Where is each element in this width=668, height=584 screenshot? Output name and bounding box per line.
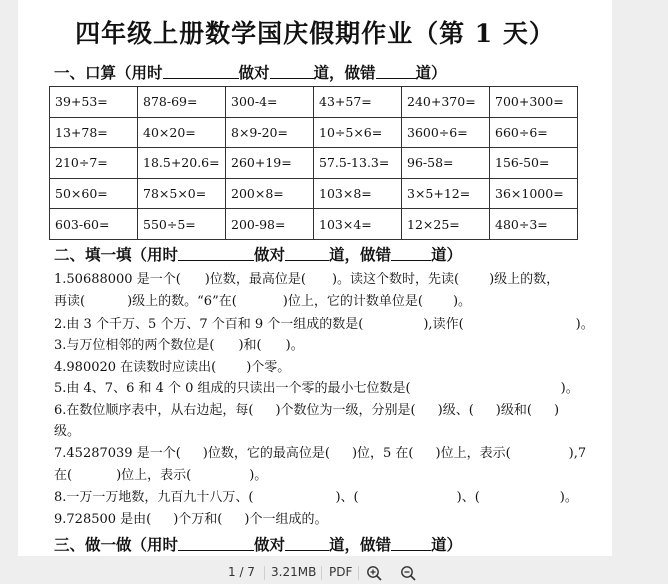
question-text: )、( [456, 490, 480, 505]
blank-line [270, 64, 314, 79]
question-5 [54, 377, 579, 396]
question-1-line-2 [54, 290, 471, 309]
table-row [50, 209, 578, 240]
question-text: )级上的数， [489, 272, 560, 287]
table-cell: 103×4= [314, 209, 402, 240]
question-text: )位数，最高位是( [204, 272, 306, 287]
table-cell: 39+53= [50, 87, 138, 118]
section-heading-text: 道，做错 [313, 63, 376, 82]
question-6-line-1 [54, 399, 559, 418]
table-row [50, 148, 578, 179]
question-text: )。 [559, 490, 578, 505]
question-text: )和( [238, 338, 262, 353]
table-cell: 36×1000= [490, 178, 578, 209]
question-text: )位数，它的最高位是( [202, 446, 330, 461]
blank-line [391, 536, 431, 551]
table-cell: 603-60= [50, 209, 138, 240]
file-type: PDF [329, 565, 353, 579]
table-cell: 200×8= [226, 178, 314, 209]
section-heading-text: 道） [431, 535, 463, 554]
section-3-heading [54, 533, 462, 555]
question-text: ) [553, 403, 560, 418]
table-cell: 10÷5×6= [314, 117, 402, 148]
table-cell: 156-50= [490, 148, 578, 179]
question-9 [54, 508, 327, 527]
question-text: )级上的数。“6”在( [127, 294, 237, 309]
question-text: )个零。 [246, 360, 291, 375]
section-heading-text: 做对 [238, 63, 270, 82]
table-cell: 480÷3= [490, 209, 578, 240]
question-text: )。读这个数时，先读( [331, 272, 460, 287]
section-heading-text: 做对 [254, 535, 286, 554]
question-1-line-1 [54, 268, 559, 287]
question-text: )级、( [437, 403, 474, 418]
table-cell: 660÷6= [490, 117, 578, 148]
viewer-toolbar [0, 562, 668, 584]
question-text: 1.50688000 是一个( [54, 272, 181, 287]
question-text: 级。 [54, 424, 81, 439]
question-7-line-2 [54, 464, 267, 483]
question-text: )位，5 在( [351, 446, 414, 461]
blank-line [178, 536, 254, 551]
question-text: )。 [285, 338, 304, 353]
table-cell: 550÷5= [138, 209, 226, 240]
file-size: 3.21MB [271, 565, 317, 579]
question-text: ),读作( [423, 317, 464, 332]
table-cell: 200-98= [226, 209, 314, 240]
question-8 [54, 486, 578, 505]
question-text: )位上，表示( [435, 446, 511, 461]
table-cell: 57.5-13.3= [314, 148, 402, 179]
table-cell: 240+370= [402, 87, 490, 118]
question-text: )。 [249, 468, 268, 483]
section-heading-text: 做对 [254, 245, 286, 264]
table-cell: 210÷7= [50, 148, 138, 179]
page-indicator[interactable]: 1 / 7 [228, 565, 255, 579]
table-row [50, 117, 578, 148]
blank-line [285, 536, 329, 551]
section-heading-text: 道，做错 [329, 245, 392, 264]
question-text: )级和( [495, 403, 532, 418]
table-cell: 78×5×0= [138, 178, 226, 209]
table-cell: 3600÷6= [402, 117, 490, 148]
section-heading-text: 道） [415, 63, 447, 82]
zoom-out-icon[interactable] [400, 565, 416, 581]
blank-line [163, 64, 239, 79]
question-text: 9.728500 是由( [54, 512, 152, 527]
table-cell: 13+78= [50, 117, 138, 148]
question-text: 4.980020 在读数时应读出( [54, 360, 217, 375]
table-cell: 103×8= [314, 178, 402, 209]
question-text: 6.在数位顺序表中，从右边起，每( [54, 403, 254, 418]
question-text: ),7 [568, 446, 587, 461]
question-text: )位上，表示( [116, 468, 192, 483]
table-cell: 878-69= [138, 87, 226, 118]
question-4 [54, 356, 290, 375]
mental-math-table [49, 86, 578, 240]
table-cell: 300-4= [226, 87, 314, 118]
page-title: 四年级上册数学国庆假期作业（第 1 天） [75, 19, 555, 48]
document-page [18, 0, 612, 556]
section-heading-text: 二、填一填（用时 [54, 245, 179, 264]
section-2-heading [54, 243, 462, 265]
section-heading-text: 一、口算（用时 [54, 63, 163, 82]
question-text: 再读( [54, 294, 86, 309]
question-7-line-1 [54, 442, 586, 461]
table-cell: 96-58= [402, 148, 490, 179]
question-text: 8.一万一万地数，九百九十八万、( [54, 490, 254, 505]
question-text: 3.与万位相邻的两个数位是( [54, 338, 215, 353]
blank-line [178, 246, 254, 261]
section-heading-text: 道） [431, 245, 463, 264]
table-cell: 50×60= [50, 178, 138, 209]
question-text: 5.由 4、7、6 和 4 个 0 组成的只读出一个零的最小七位数是( [54, 381, 411, 396]
question-text: 2.由 3 个千万、5 个万、7 个百和 9 个一组成的数是( [54, 317, 364, 332]
question-text: )。 [575, 317, 594, 332]
table-cell: 43+57= [314, 87, 402, 118]
toolbar-divider [321, 566, 322, 580]
question-text: )位上，它的计数单位是( [282, 294, 423, 309]
table-cell: 18.5+20.6= [138, 148, 226, 179]
table-cell: 40×20= [138, 117, 226, 148]
blank-line [376, 64, 416, 79]
table-cell: 12×25= [402, 209, 490, 240]
blank-line [285, 246, 329, 261]
zoom-in-icon[interactable] [366, 565, 382, 581]
question-text: 在( [54, 468, 73, 483]
table-cell: 700+300= [490, 87, 578, 118]
question-text: )个数位为一级，分别是( [275, 403, 416, 418]
question-text: )个万和( [173, 512, 223, 527]
table-row [50, 87, 578, 118]
question-text: )。 [560, 381, 579, 396]
table-cell: 3×5+12= [402, 178, 490, 209]
toolbar-divider [264, 566, 265, 580]
section-1-heading [54, 61, 447, 83]
section-heading-text: 三、做一做（用时 [54, 535, 179, 554]
question-text: )个一组成的。 [244, 512, 328, 527]
question-text: )。 [452, 294, 472, 309]
question-text: 7.45287039 是一个( [54, 446, 181, 461]
question-2 [54, 313, 594, 332]
question-3 [54, 334, 304, 353]
toolbar-divider [358, 566, 359, 580]
question-6-line-2 [54, 420, 80, 439]
section-heading-text: 道，做错 [329, 535, 392, 554]
table-cell: 8×9-20= [226, 117, 314, 148]
table-cell: 260+19= [226, 148, 314, 179]
table-row [50, 178, 578, 209]
blank-line [391, 246, 431, 261]
question-text: )、( [335, 490, 359, 505]
